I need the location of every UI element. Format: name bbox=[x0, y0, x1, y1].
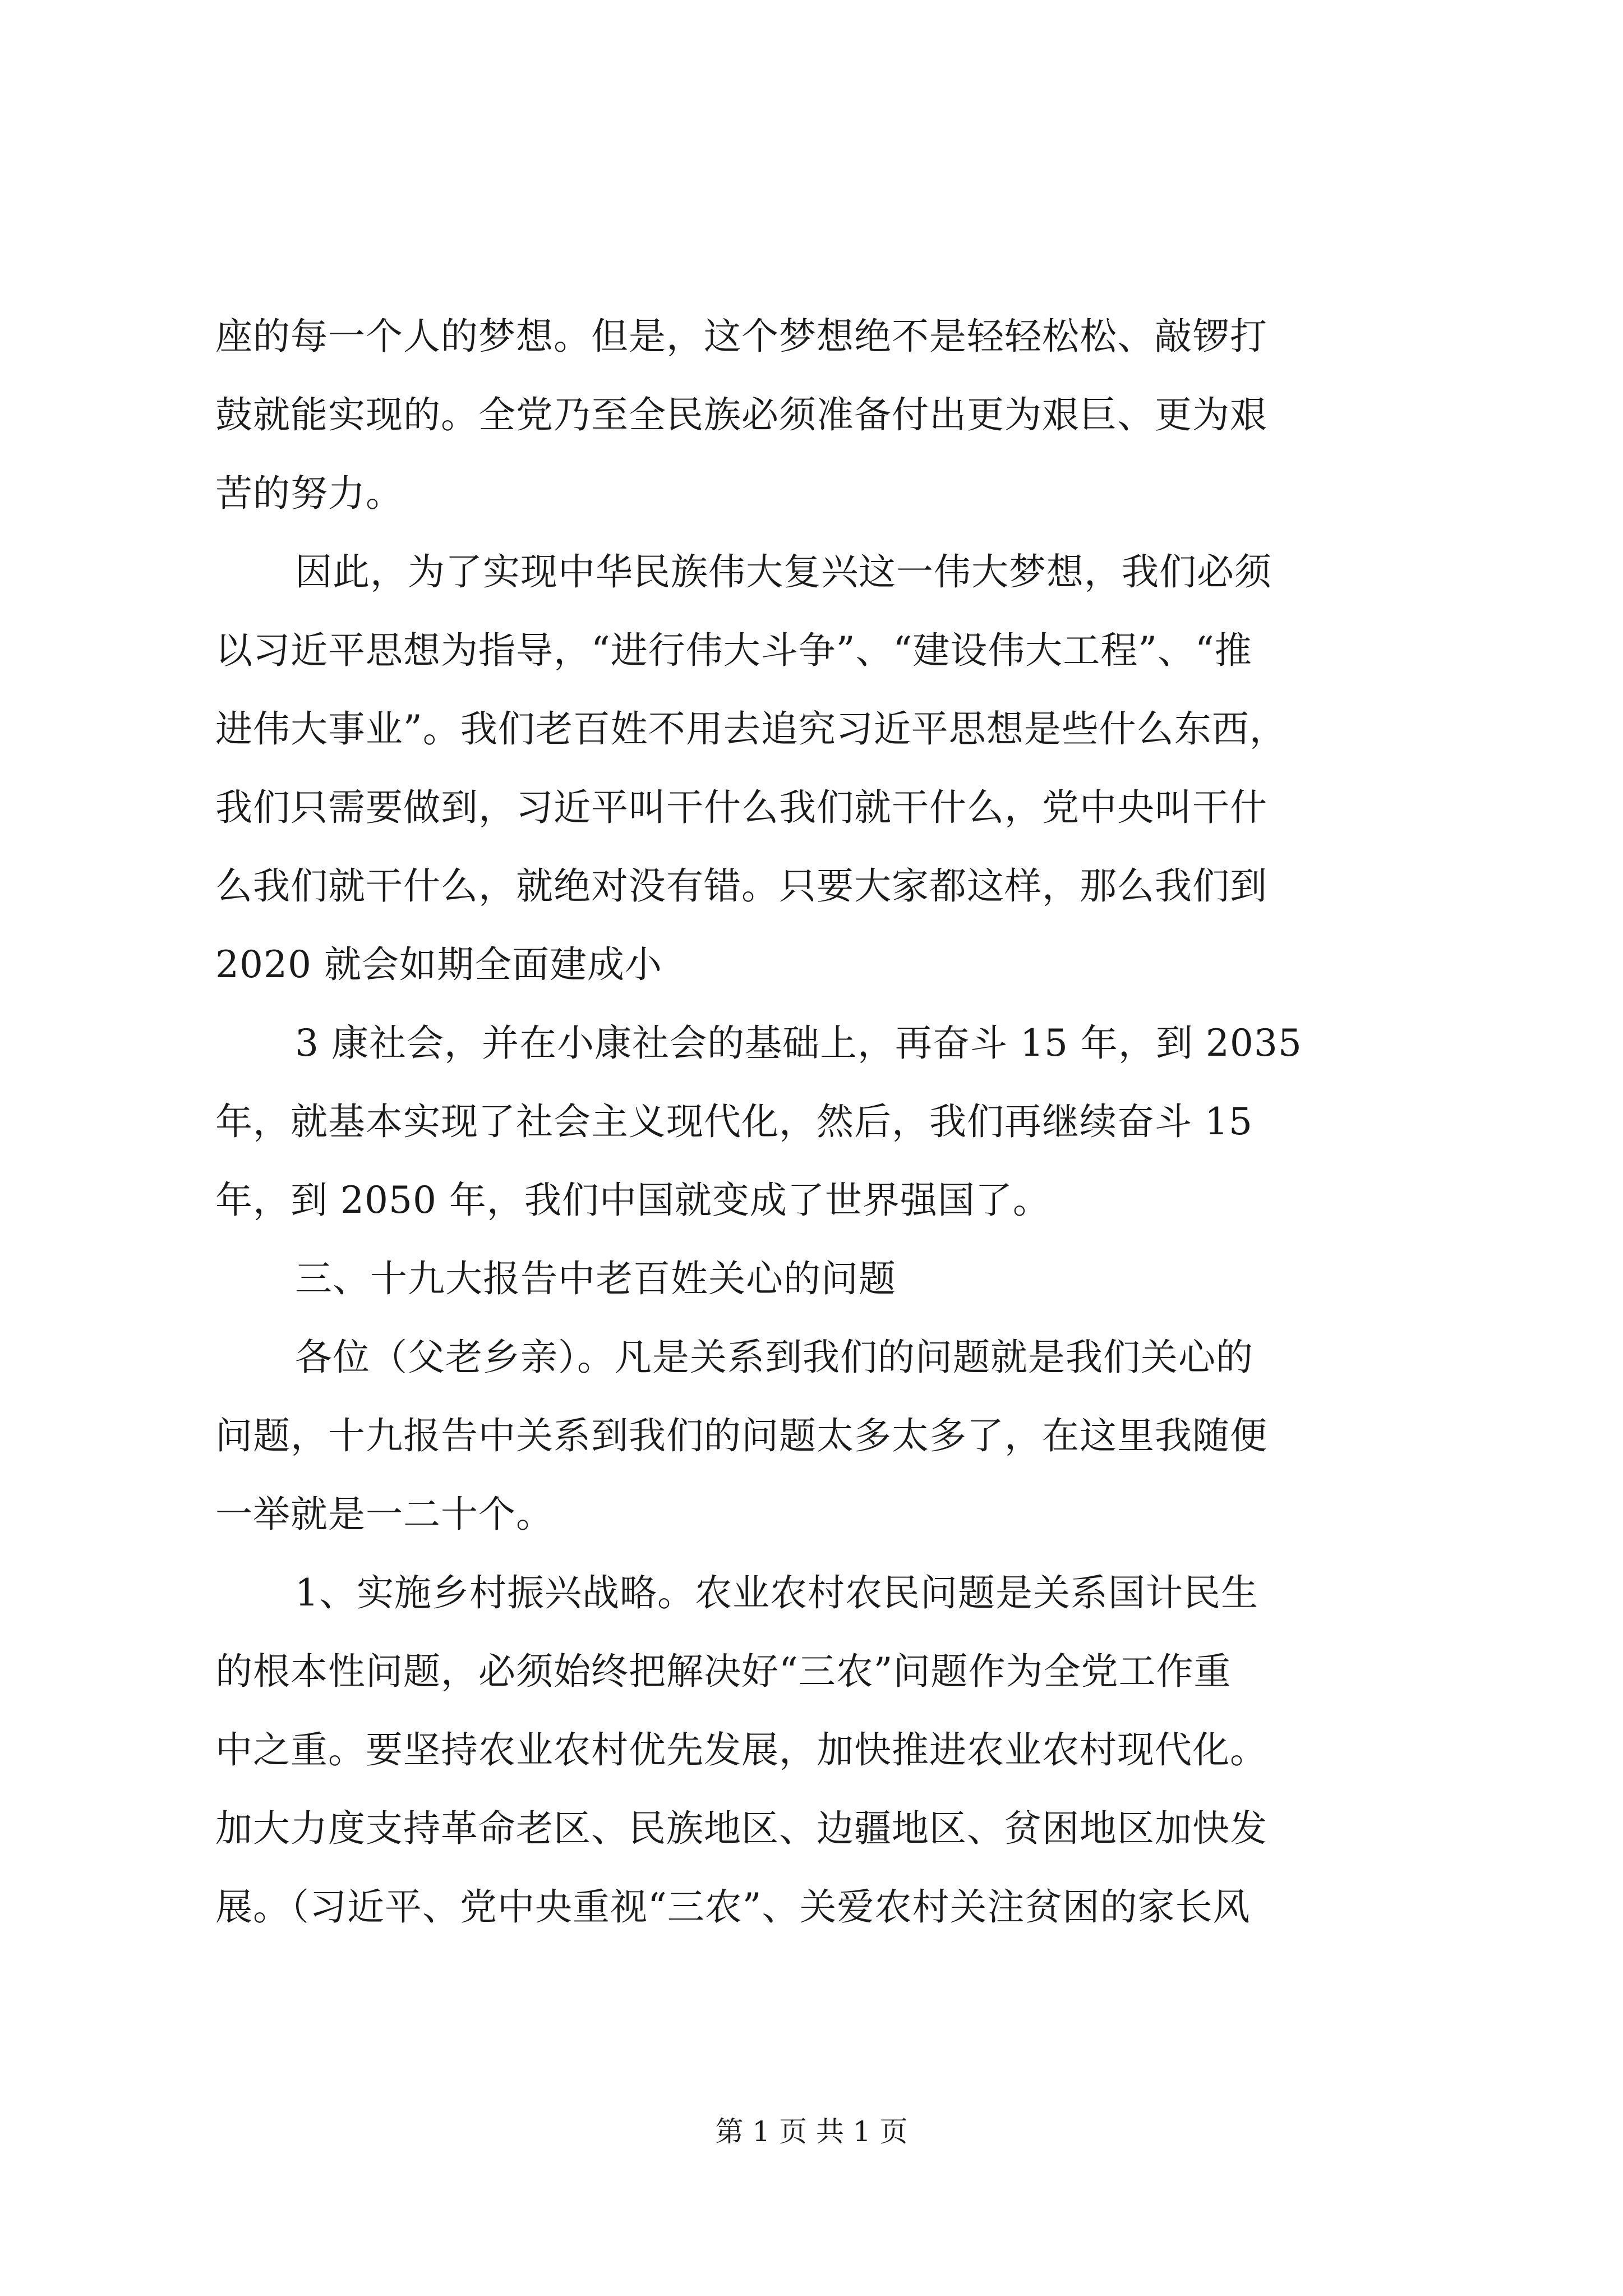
text-line: 年，到 2050 年，我们中国就变成了世界强国了。 bbox=[215, 1179, 1050, 1222]
document-body bbox=[215, 297, 1427, 1947]
text-line: 2020 就会如期全面建成小 bbox=[215, 943, 662, 986]
text-line: 一举就是一二十个。 bbox=[215, 1493, 554, 1536]
text-line: 么我们就干什么，就绝对没有错。只要大家都这样，那么我们到 bbox=[215, 864, 1267, 908]
text-line: 中之重。要坚持农业农村优先发展，加快推进农业农村现代化。 bbox=[215, 1728, 1267, 1772]
text-line: 座的每一个人的梦想。但是，这个梦想绝不是轻轻松松、敲锣打 bbox=[215, 315, 1267, 358]
text-line: 鼓就能实现的。全党乃至全民族必须准备付出更为艰巨、更为艰 bbox=[215, 393, 1267, 436]
text-line: 以习近平思想为指导，“进行伟大斗争”、“建设伟大工程”、“推 bbox=[215, 629, 1252, 672]
section-heading: 三、十九大报告中老百姓关心的问题 bbox=[295, 1257, 896, 1300]
text-line: 进伟大事业”。我们老百姓不用去追究习近平思想是些什么东西， bbox=[215, 707, 1287, 751]
text-line: 加大力度支持革命老区、民族地区、边疆地区、贫困地区加快发 bbox=[215, 1807, 1267, 1850]
text-line: 各位（父老乡亲）。凡是关系到我们的问题就是我们关心的 bbox=[295, 1336, 1253, 1379]
text-line: 年，就基本实现了社会主义现代化，然后，我们再继续奋斗 15 bbox=[215, 1100, 1253, 1143]
text-line: 问题，十九报告中关系到我们的问题太多太多了，在这里我随便 bbox=[215, 1414, 1267, 1457]
text-line: 我们只需要做到，习近平叫干什么我们就干什么，党中央叫干什 bbox=[215, 786, 1267, 829]
text-line: 苦的努力。 bbox=[215, 472, 403, 515]
page-footer: 第 1 页 共 1 页 bbox=[715, 2115, 908, 2148]
text-line: 因此，为了实现中华民族伟大复兴这一伟大梦想，我们必须 bbox=[295, 550, 1272, 593]
text-line: 的根本性问题，必须始终把解决好“三农”问题作为全党工作重 bbox=[215, 1650, 1232, 1693]
text-line: 展。（习近平、党中央重视“三农”、关爱农村关注贫困的家长风 bbox=[215, 1885, 1251, 1929]
text-line: 1、实施乡村振兴战略。农业农村农民问题是关系国计民生 bbox=[295, 1571, 1258, 1614]
text-line: 3 康社会，并在小康社会的基础上，再奋斗 15 年，到 2035 bbox=[295, 1022, 1302, 1065]
